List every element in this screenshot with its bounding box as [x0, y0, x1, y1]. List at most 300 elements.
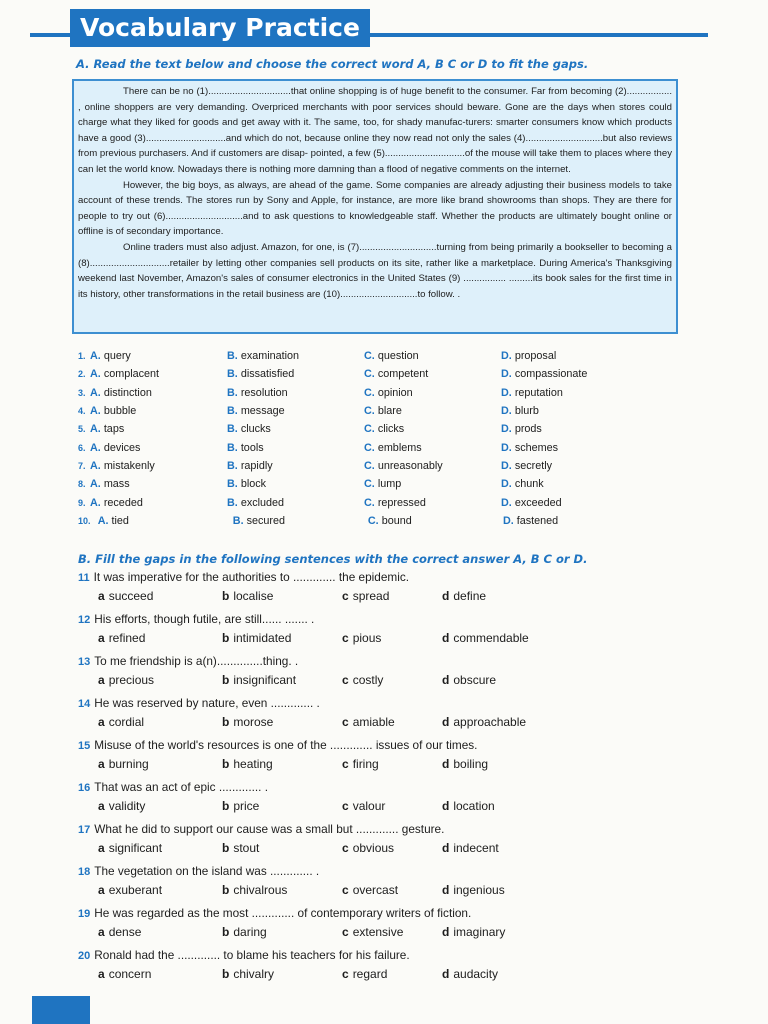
answer-word: price: [233, 799, 260, 813]
question-stem: [78, 569, 698, 589]
option-choice-d[interactable]: [503, 515, 638, 527]
question-text: His efforts, though futile, are still...... ....... .: [94, 612, 315, 626]
option-letter: A.: [90, 386, 101, 399]
answer-choice-c[interactable]: [342, 799, 442, 813]
option-choice-d[interactable]: [501, 460, 638, 472]
option-row: [78, 493, 638, 511]
option-choice-d[interactable]: [501, 387, 638, 399]
item-number: 6.: [78, 442, 86, 453]
item-number: 9.: [78, 497, 86, 508]
option-word: query: [103, 350, 131, 363]
question-text: To me friendship is a(n)..............thing. .: [94, 654, 299, 668]
question-number: 16: [78, 782, 91, 794]
question-text: He was regarded as the most ............. of contemporary writers of fiction.: [94, 906, 472, 920]
option-choice-d[interactable]: [501, 350, 638, 362]
answer-choice-a[interactable]: [98, 757, 222, 771]
option-choice-a[interactable]: [90, 387, 227, 399]
answer-letter: b: [222, 967, 230, 981]
option-word: dissatisfied: [240, 368, 295, 381]
option-word: compassionate: [514, 368, 588, 381]
answer-word: boiling: [453, 757, 489, 771]
question-text: That was an act of epic ............. .: [94, 780, 269, 794]
option-letter: D.: [501, 496, 512, 509]
answer-choice-d[interactable]: [442, 925, 566, 939]
option-letter: A.: [90, 350, 101, 363]
answer-choice-a[interactable]: [98, 883, 222, 897]
answer-choice-b[interactable]: [222, 967, 342, 981]
answer-choice-a[interactable]: [98, 715, 222, 729]
answer-choice-b[interactable]: [222, 589, 342, 603]
option-letter: B.: [227, 350, 238, 363]
option-word: mistakenly: [103, 459, 155, 472]
answer-choice-c[interactable]: [342, 883, 442, 897]
question-text: What he did to support our cause was a small but ............. gesture.: [94, 822, 445, 836]
answer-letter: c: [342, 631, 349, 645]
option-choice-c[interactable]: [364, 423, 501, 435]
answer-word: heating: [233, 757, 273, 771]
answer-choices: [78, 799, 698, 813]
option-letter: D.: [501, 441, 512, 454]
option-word: resolution: [240, 386, 288, 399]
option-letter: B.: [232, 514, 244, 527]
option-word: message: [240, 405, 285, 418]
answer-choice-c[interactable]: [342, 841, 442, 855]
option-letter: A.: [90, 423, 101, 436]
item-number: 1.: [78, 351, 86, 362]
answer-letter: c: [342, 883, 349, 897]
option-letter: D.: [502, 514, 514, 527]
answer-letter: d: [442, 841, 450, 855]
answer-choice-c[interactable]: [342, 673, 442, 687]
answer-letter: c: [342, 673, 349, 687]
answer-letter: a: [98, 715, 105, 729]
answer-word: refined: [108, 631, 146, 645]
option-word: clucks: [240, 423, 271, 436]
answer-choice-d[interactable]: [442, 631, 566, 645]
answer-letter: a: [98, 589, 105, 603]
question-stem: [78, 821, 698, 841]
answer-choice-b[interactable]: [222, 841, 342, 855]
option-letter: A.: [90, 478, 101, 491]
option-letter: C.: [364, 405, 375, 418]
answer-letter: c: [342, 967, 349, 981]
option-word: block: [240, 478, 267, 491]
answer-word: audacity: [453, 967, 499, 981]
option-choice-b[interactable]: [227, 497, 364, 509]
answer-choice-c[interactable]: [342, 925, 442, 939]
option-choice-d[interactable]: [501, 478, 638, 490]
answer-choice-b[interactable]: [222, 925, 342, 939]
option-choice-a[interactable]: [90, 423, 227, 435]
answer-letter: d: [442, 673, 450, 687]
option-choice-d[interactable]: [501, 423, 638, 435]
option-word: receded: [103, 496, 143, 509]
option-word: bubble: [103, 405, 137, 418]
option-choice-c[interactable]: [364, 497, 501, 509]
answer-choice-b[interactable]: [222, 883, 342, 897]
answer-word: chivalry: [233, 967, 275, 981]
answer-word: amiable: [352, 715, 395, 729]
answer-choice-d[interactable]: [442, 967, 566, 981]
answer-choice-b[interactable]: [222, 757, 342, 771]
option-letter: B.: [227, 441, 238, 454]
option-choice-a[interactable]: [90, 350, 227, 362]
question-text: The vegetation on the island was ............. .: [94, 864, 320, 878]
option-word: devices: [103, 441, 141, 454]
answer-letter: c: [342, 589, 349, 603]
option-word: complacent: [103, 368, 160, 381]
question-number: 18: [78, 866, 91, 878]
answer-word: valour: [352, 799, 386, 813]
answer-word: daring: [233, 925, 267, 939]
option-letter: A.: [90, 405, 101, 418]
option-choice-d[interactable]: [501, 368, 638, 380]
answer-letter: b: [222, 757, 230, 771]
answer-word: location: [453, 799, 495, 813]
answer-letter: c: [342, 841, 349, 855]
option-choice-c[interactable]: [364, 460, 501, 472]
question-stem: [78, 653, 698, 673]
item-number: 5.: [78, 424, 86, 435]
option-letter: C.: [364, 441, 375, 454]
option-choice-b[interactable]: [227, 387, 364, 399]
answer-choice-d[interactable]: [442, 841, 566, 855]
option-letter: D.: [501, 405, 512, 418]
option-choice-b[interactable]: [227, 368, 364, 380]
answer-choice-d[interactable]: [442, 715, 566, 729]
question-number: 11: [78, 572, 90, 584]
answer-letter: c: [342, 715, 349, 729]
answer-word: indecent: [453, 841, 499, 855]
section-b-questions: [78, 569, 698, 989]
question-stem: [78, 737, 698, 757]
option-letter: B.: [227, 459, 238, 472]
answer-letter: d: [442, 589, 450, 603]
option-word: tied: [111, 514, 129, 527]
option-letter: A.: [97, 514, 109, 527]
answer-choice-c[interactable]: [342, 757, 442, 771]
question-text: Misuse of the world's resources is one of the ............. issues of our times.: [94, 738, 478, 752]
item-number: 10.: [78, 515, 91, 526]
option-choice-c[interactable]: [368, 515, 503, 527]
question-number: 14: [78, 698, 91, 710]
answer-letter: b: [222, 799, 230, 813]
section-a-instruction: A. Read the text below and choose the correct word A, B C or D to fit the gaps.: [76, 57, 589, 71]
answer-choice-a[interactable]: [98, 673, 222, 687]
answer-word: chivalrous: [233, 883, 288, 897]
item-number: 7.: [78, 460, 86, 471]
option-choice-a[interactable]: [90, 497, 227, 509]
answer-word: succeed: [108, 589, 154, 603]
question-number: 19: [78, 908, 91, 920]
answer-choice-a[interactable]: [98, 589, 222, 603]
answer-letter: b: [222, 883, 230, 897]
option-row: [78, 457, 638, 475]
question-item: [78, 863, 698, 905]
passage-paragraph: However, the big boys, as always, are ahead of the game. Some companies are already adjusting their business models to take account of these trends. The stores run by Sony and Apple, for instance, are more like brand showrooms than shops. They are there for people to try out (6).............................and to ask questions to knowledgeable staff. Whether the products are ultimately bought online or offline is of secondary importance.: [78, 179, 672, 238]
option-row: [78, 475, 638, 493]
answer-choice-c[interactable]: [342, 589, 442, 603]
option-word: unreasonably: [377, 459, 443, 472]
question-item: [78, 611, 698, 653]
option-choice-c[interactable]: [364, 478, 501, 490]
option-row: [78, 402, 638, 420]
answer-word: significant: [108, 841, 163, 855]
option-choice-c[interactable]: [364, 405, 501, 417]
option-letter: C.: [364, 350, 375, 363]
option-row: [78, 384, 638, 402]
answer-choice-b[interactable]: [222, 715, 342, 729]
option-letter: C.: [364, 459, 375, 472]
option-row: [78, 512, 638, 530]
answer-word: costly: [352, 673, 384, 687]
answer-word: precious: [108, 673, 155, 687]
option-choice-a[interactable]: [98, 515, 233, 527]
option-choice-a[interactable]: [90, 442, 227, 454]
option-word: fastened: [516, 514, 559, 527]
question-stem: [78, 863, 698, 883]
answer-choice-a[interactable]: [98, 631, 222, 645]
answer-word: intimidated: [233, 631, 292, 645]
answer-letter: d: [442, 967, 450, 981]
answer-letter: d: [442, 799, 450, 813]
option-letter: C.: [364, 478, 375, 491]
item-number: 3.: [78, 387, 86, 398]
question-item: [78, 737, 698, 779]
answer-letter: a: [98, 631, 105, 645]
option-letter: C.: [364, 496, 375, 509]
option-row: [78, 420, 638, 438]
option-word: distinction: [103, 386, 152, 399]
question-stem: [78, 947, 698, 967]
answer-letter: a: [98, 883, 105, 897]
option-choice-c[interactable]: [364, 350, 501, 362]
option-letter: A.: [90, 496, 101, 509]
answer-letter: d: [442, 925, 450, 939]
option-word: prods: [514, 423, 542, 436]
item-number: 8.: [78, 479, 86, 490]
question-item: [78, 947, 698, 989]
answer-choices: [78, 925, 698, 939]
answer-word: obscure: [453, 673, 497, 687]
question-text: He was reserved by nature, even ............. .: [94, 696, 320, 710]
option-word: reputation: [514, 386, 563, 399]
answer-choices: [78, 757, 698, 771]
answer-letter: b: [222, 841, 230, 855]
option-word: question: [377, 350, 419, 363]
answer-word: burning: [108, 757, 149, 771]
section-a-options: [78, 347, 638, 530]
question-number: 17: [78, 824, 91, 836]
question-item: [78, 695, 698, 737]
answer-letter: d: [442, 883, 450, 897]
question-item: [78, 653, 698, 695]
answer-word: approachable: [453, 715, 527, 729]
option-letter: B.: [227, 368, 238, 381]
question-stem: [78, 611, 698, 631]
answer-word: morose: [233, 715, 274, 729]
answer-word: obvious: [352, 841, 395, 855]
question-number: 20: [78, 950, 91, 962]
page-corner-tab: [32, 996, 90, 1024]
option-letter: B.: [227, 478, 238, 491]
option-choice-b[interactable]: [227, 350, 364, 362]
answer-choice-c[interactable]: [342, 715, 442, 729]
question-stem: [78, 905, 698, 925]
passage-paragraph: Online traders must also adjust. Amazon, for one, is (7).............................turning from being primarily a bookseller to becoming a (8)..............................retailer by letting other companies sell products on its site, rather like a marketplace. During America's Thanksgiving weekend last November, Amazon's sales of consumer electronics in the United States (9) ................ .........its book sales for the first time in its history, other transformations in the retail business are (10).............................to follow. .: [78, 241, 672, 300]
answer-word: cordial: [108, 715, 145, 729]
option-choice-c[interactable]: [364, 368, 501, 380]
answer-letter: a: [98, 799, 105, 813]
answer-choice-a[interactable]: [98, 967, 222, 981]
option-letter: D.: [501, 350, 512, 363]
answer-word: spread: [352, 589, 390, 603]
option-choice-b[interactable]: [227, 442, 364, 454]
answer-letter: b: [222, 673, 230, 687]
question-number: 12: [78, 614, 91, 626]
answer-word: stout: [233, 841, 260, 855]
option-word: bound: [381, 514, 412, 527]
answer-word: regard: [352, 967, 388, 981]
option-word: schemes: [514, 441, 559, 454]
option-letter: C.: [364, 423, 375, 436]
option-choice-d[interactable]: [501, 497, 638, 509]
option-word: blurb: [514, 405, 539, 418]
question-number: 13: [78, 656, 91, 668]
answer-choice-d[interactable]: [442, 673, 566, 687]
answer-letter: b: [222, 715, 230, 729]
answer-choice-c[interactable]: [342, 967, 442, 981]
option-word: examination: [240, 350, 300, 363]
answer-letter: a: [98, 757, 105, 771]
question-item: [78, 569, 698, 611]
answer-word: extensive: [352, 925, 404, 939]
option-letter: B.: [227, 405, 238, 418]
answer-word: firing: [352, 757, 379, 771]
option-word: repressed: [377, 496, 426, 509]
option-choice-b[interactable]: [227, 423, 364, 435]
option-row: [78, 365, 638, 383]
answer-choice-b[interactable]: [222, 799, 342, 813]
option-choice-d[interactable]: [501, 405, 638, 417]
answer-letter: d: [442, 631, 450, 645]
answer-word: validity: [108, 799, 146, 813]
option-word: lump: [377, 478, 402, 491]
answer-choices: [78, 841, 698, 855]
option-word: blare: [377, 405, 402, 418]
answer-word: define: [453, 589, 487, 603]
option-choice-c[interactable]: [364, 442, 501, 454]
answer-choice-d[interactable]: [442, 589, 566, 603]
option-letter: C.: [367, 514, 379, 527]
option-choice-b[interactable]: [227, 405, 364, 417]
answer-choice-b[interactable]: [222, 631, 342, 645]
question-stem: [78, 779, 698, 799]
answer-choice-d[interactable]: [442, 799, 566, 813]
question-text: It was imperative for the authorities to ............. the epidemic.: [93, 570, 410, 584]
answer-word: localise: [233, 589, 274, 603]
option-word: mass: [103, 478, 130, 491]
option-choice-b[interactable]: [227, 460, 364, 472]
answer-letter: a: [98, 925, 105, 939]
option-word: clicks: [377, 423, 405, 436]
option-letter: A.: [90, 459, 101, 472]
option-row: [78, 347, 638, 365]
answer-letter: d: [442, 757, 450, 771]
option-word: proposal: [514, 350, 557, 363]
answer-word: exuberant: [108, 883, 163, 897]
option-letter: D.: [501, 459, 512, 472]
option-choice-c[interactable]: [364, 387, 501, 399]
answer-word: commendable: [453, 631, 529, 645]
item-number: 4.: [78, 406, 86, 417]
option-word: chunk: [514, 478, 544, 491]
option-word: excluded: [240, 496, 285, 509]
answer-word: dense: [108, 925, 142, 939]
option-letter: C.: [364, 368, 375, 381]
question-item: [78, 905, 698, 947]
answer-letter: d: [442, 715, 450, 729]
reading-passage: [72, 79, 678, 334]
option-choice-a[interactable]: [90, 460, 227, 472]
option-word: emblems: [377, 441, 422, 454]
option-choice-a[interactable]: [90, 368, 227, 380]
option-letter: D.: [501, 368, 512, 381]
question-item: [78, 821, 698, 863]
answer-letter: b: [222, 589, 230, 603]
option-word: rapidly: [240, 459, 273, 472]
answer-letter: b: [222, 631, 230, 645]
answer-choice-c[interactable]: [342, 631, 442, 645]
answer-word: overcast: [352, 883, 399, 897]
question-number: 15: [78, 740, 91, 752]
option-letter: D.: [501, 386, 512, 399]
answer-choices: [78, 715, 698, 729]
option-choice-b[interactable]: [227, 478, 364, 490]
option-letter: D.: [501, 478, 512, 491]
question-text: Ronald had the ............. to blame his teachers for his failure.: [94, 948, 410, 962]
answer-word: ingenious: [453, 883, 505, 897]
option-choice-a[interactable]: [90, 478, 227, 490]
answer-choices: [78, 883, 698, 897]
option-letter: A.: [90, 441, 101, 454]
question-stem: [78, 695, 698, 715]
option-letter: C.: [364, 386, 375, 399]
option-word: exceeded: [514, 496, 562, 509]
answer-choices: [78, 589, 698, 603]
answer-choices: [78, 631, 698, 645]
answer-letter: a: [98, 841, 105, 855]
answer-choice-a[interactable]: [98, 841, 222, 855]
page-title: Vocabulary Practice: [70, 9, 370, 47]
answer-word: insignificant: [233, 673, 297, 687]
answer-letter: c: [342, 757, 349, 771]
option-choice-b[interactable]: [233, 515, 368, 527]
answer-choice-d[interactable]: [442, 883, 566, 897]
option-letter: B.: [227, 423, 238, 436]
answer-choice-a[interactable]: [98, 799, 222, 813]
answer-choice-a[interactable]: [98, 925, 222, 939]
option-letter: A.: [90, 368, 101, 381]
option-choice-d[interactable]: [501, 442, 638, 454]
answer-choice-d[interactable]: [442, 757, 566, 771]
option-word: competent: [377, 368, 429, 381]
passage-paragraph: There can be no (1)...............................that online shopping is of huge benefit to the consumer. Far from becoming (2)................. , online shoppers are very demanding. Overpriced merchants with poor services should beware. Gone are the days when stores could charge what they liked for goods and get away with it. The same, too, for shady manufac-turers: smarter consumers know which products have a good (3)..............................and which do not, because online they now read not only the sales (4).............................but also reviews from previous purchasers. And if customers are disap- pointed, a few (5)..............................of the mouse will take them to places where they can let the world know. Nowadays there is nothing more damning than a flood of negative comments on the internet.: [78, 86, 672, 175]
answer-choice-b[interactable]: [222, 673, 342, 687]
option-letter: B.: [227, 496, 238, 509]
option-choice-a[interactable]: [90, 405, 227, 417]
option-letter: B.: [227, 386, 238, 399]
